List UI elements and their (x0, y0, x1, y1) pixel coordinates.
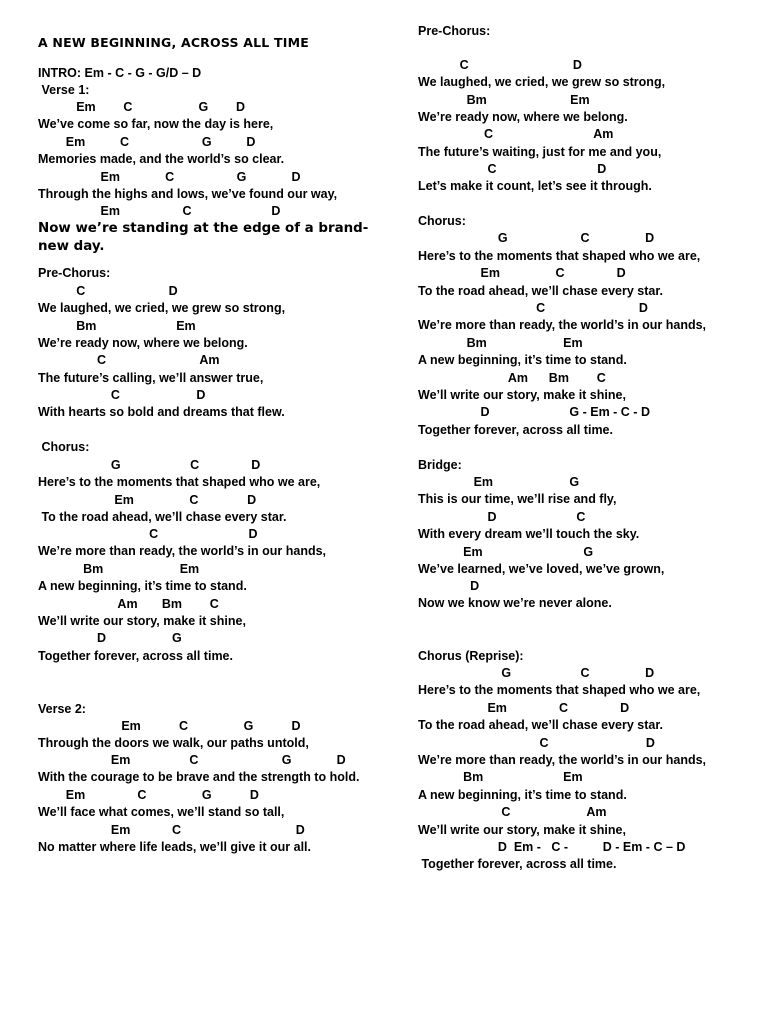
lyric-line: Here’s to the moments that shaped who we are, (418, 249, 701, 263)
lyric-line: With every dream we’ll touch the sky. (418, 527, 640, 541)
chord-line: Em C D (38, 823, 305, 837)
chord-line: C Am (38, 353, 220, 367)
chord-line: C D (418, 301, 648, 315)
chord-line: C D (38, 388, 206, 402)
lyric-line: Together forever, across all time. (418, 423, 613, 437)
chord-line: Am Bm C (418, 371, 606, 385)
lyric-line: Together forever, across all time. (38, 649, 233, 663)
lyric-line: We’ll face what comes, we’ll stand so tall, (38, 805, 285, 819)
chord-line: Bm Em (418, 770, 583, 784)
lyric-line: To the road ahead, we’ll chase every star. (418, 718, 664, 732)
lyric-line: We’ll write our story, make it shine, (38, 614, 246, 628)
lyric-line: We’re ready now, where we belong. (418, 110, 628, 124)
lyric-line: We’re ready now, where we belong. (38, 336, 248, 350)
lyric-line: We’ll write our story, make it shine, (418, 388, 626, 402)
chord-line: C D (38, 527, 258, 541)
chord-line: G C D (38, 458, 261, 472)
lyric-line: This is our time, we’ll rise and fly, (418, 492, 617, 506)
bridge-heading: Bridge: (418, 458, 462, 472)
chord-line: Em C G D (38, 100, 245, 114)
chord-line: Em C G D (38, 719, 301, 733)
chord-line: Em C D (38, 204, 281, 218)
song-title: A NEW BEGINNING, ACROSS ALL TIME (38, 35, 309, 50)
chord-line: Bm Em (38, 562, 200, 576)
lyric-line: Through the doors we walk, our paths untold, (38, 736, 309, 750)
verse2-heading: Verse 2: (38, 702, 86, 716)
chord-line: D (418, 579, 480, 593)
lyric-line: No matter where life leads, we’ll give it our all. (38, 840, 311, 854)
lyric-line: We laughed, we cried, we grew so strong, (418, 75, 666, 89)
verse1-heading: Verse 1: (38, 83, 90, 97)
lyric-line: The future’s waiting, just for me and you, (418, 145, 662, 159)
chord-line: Em C D (418, 701, 630, 715)
prechorus-heading: Pre-Chorus: (418, 24, 491, 38)
lyric-line: We’re more than ready, the world’s in our hands, (38, 544, 327, 558)
chord-line: C Am (418, 805, 607, 819)
chord-line: Em C D (418, 266, 626, 280)
lyric-line: With the courage to be brave and the strength to hold. (38, 770, 360, 784)
intro-line: INTRO: Em - C - G - G/D – D (38, 66, 202, 80)
chord-line: C D (418, 162, 607, 176)
lyric-line: We laughed, we cried, we grew so strong, (38, 301, 286, 315)
lyric-line: Here’s to the moments that shaped who we are, (418, 683, 701, 697)
chord-line: Bm Em (418, 336, 583, 350)
lyric-line: To the road ahead, we’ll chase every star. (418, 284, 664, 298)
chord-line: C D (38, 284, 178, 298)
chord-line: D Em - C - D - Em - C – D (418, 840, 686, 854)
lyric-line: The future’s calling, we’ll answer true, (38, 371, 264, 385)
chord-line: Em G (418, 545, 594, 559)
chorus-heading: Chorus: (38, 440, 90, 454)
chord-line: C D (418, 736, 655, 750)
chord-line: D G (38, 631, 182, 645)
chord-line: Em C D (38, 493, 257, 507)
prechorus-heading: Pre-Chorus: (38, 266, 111, 280)
lyric-line: We’ve come so far, now the day is here, (38, 117, 274, 131)
lyric-line: Now we know we’re never alone. (418, 596, 612, 610)
lyric-line: Memories made, and the world’s so clear. (38, 152, 285, 166)
lyric-line-large: Now we’re standing at the edge of a brand-new day. (38, 221, 369, 254)
chord-line: Em C G D (38, 753, 346, 767)
chord-line: C Am (418, 127, 614, 141)
chord-line: G C D (418, 666, 655, 680)
lyric-line: We’re more than ready, the world’s in our hands, (418, 318, 707, 332)
lyric-line: Here’s to the moments that shaped who we are, (38, 475, 321, 489)
reprise-heading: Chorus (Reprise): (418, 649, 524, 663)
chord-line: C D (418, 58, 582, 72)
lyric-line: With hearts so bold and dreams that flew. (38, 405, 285, 419)
lyric-line: We’ll write our story, make it shine, (418, 823, 626, 837)
lyric-line: A new beginning, it’s time to stand. (38, 579, 247, 593)
lyric-line: We’re more than ready, the world’s in our hands, (418, 753, 707, 767)
lyric-line: Let’s make it count, let’s see it through. (418, 179, 652, 193)
chord-line: D G - Em - C - D (418, 405, 650, 419)
lyric-line: Through the highs and lows, we’ve found our way, (38, 187, 338, 201)
chord-line: Bm Em (418, 93, 590, 107)
lyric-line: A new beginning, it’s time to stand. (418, 353, 627, 367)
lyric-line: To the road ahead, we’ll chase every star. (38, 510, 287, 524)
lyric-line: Together forever, across all time. (418, 857, 617, 871)
lyric-line: A new beginning, it’s time to stand. (418, 788, 627, 802)
chord-line: Bm Em (38, 319, 196, 333)
chord-line: Am Bm C (38, 597, 219, 611)
chord-line: Em G (418, 475, 580, 489)
lyric-line: We’ve learned, we’ve loved, we’ve grown, (418, 562, 665, 576)
chorus-heading: Chorus: (418, 214, 466, 228)
chord-line: D C (418, 510, 586, 524)
chord-line: Em C G D (38, 170, 301, 184)
chord-line: Em C G D (38, 788, 259, 802)
chord-line: G C D (418, 231, 655, 245)
chord-line: Em C G D (38, 135, 256, 149)
